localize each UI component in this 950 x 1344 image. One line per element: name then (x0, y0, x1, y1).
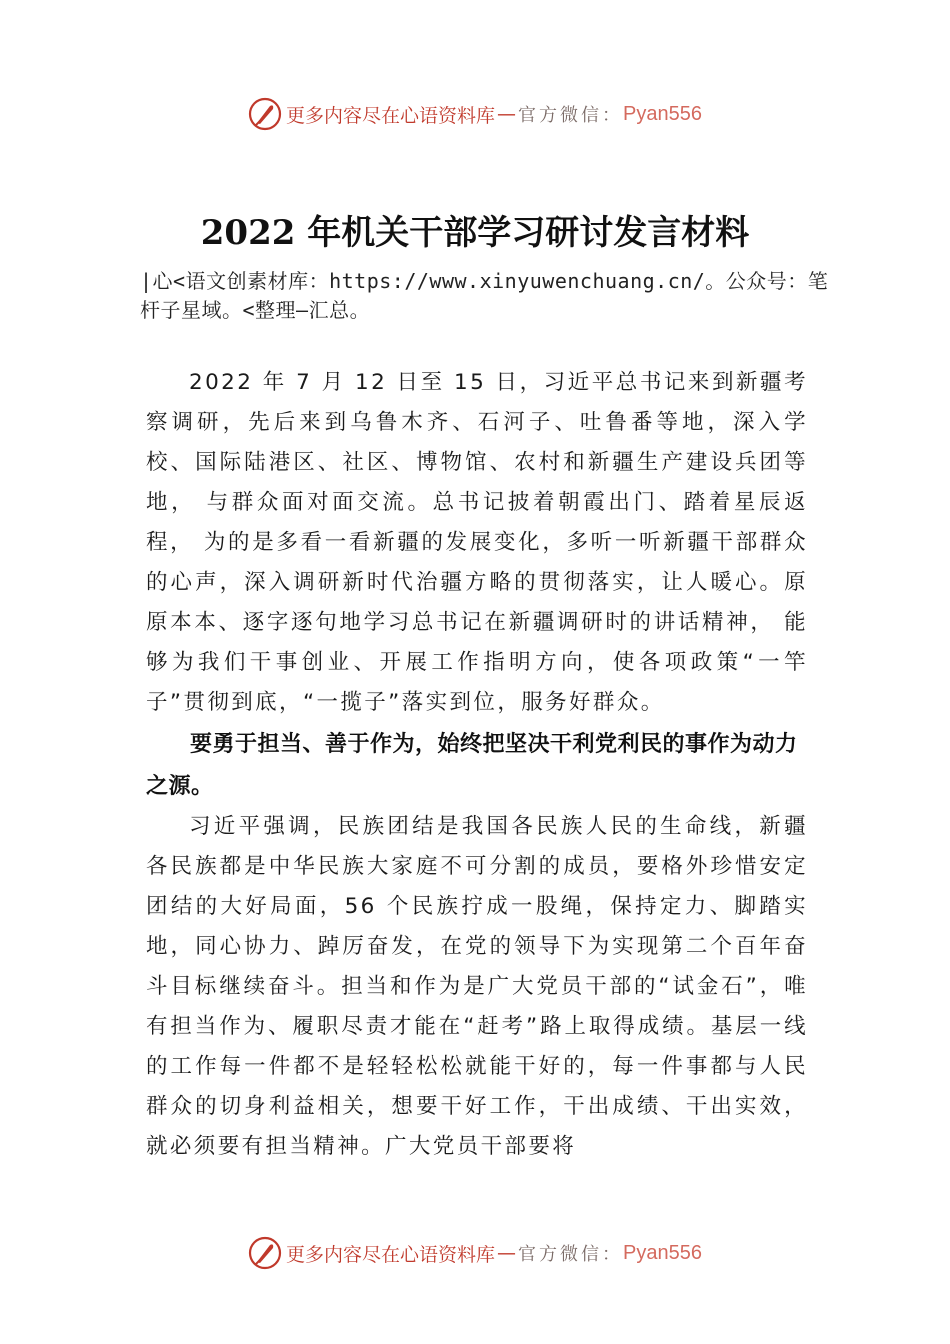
banner-main-text: 更多内容尽在心语资料库 (286, 1243, 496, 1266)
quill-pen-emblem-icon (248, 1236, 282, 1270)
header-banner (0, 94, 950, 134)
banner-separator: — (497, 103, 517, 125)
body-paragraph-1: 2022 年 7 月 12 日至 15 日，习近平总书记来到新疆考察调研，先后来到乌鲁木齐、石河子、吐鲁番等地，深入学校、国际陆港区、社区、博物馆、农村和新疆生产建设兵团等地， 与群众面对面交流。总书记披着朝霞出门、踏着星辰返程， 为的是多看一看新疆的发展变化，多听一听新疆干部群众的心声，深入调研新时代治疆方略的贯彻落实，让人暖心。原原本本、逐字逐句地学习总书记在新疆调研时的讲话精神， 能够为我们干事创业、开展工作指明方向，使各项政策“一竿子”贯彻到底，“一揽子”落实到位，服务好群众。 (146, 370, 808, 715)
quill-pen-emblem-icon (248, 97, 282, 131)
source-note: |心<语文创素材库：https://www.xinyuwenchuang.cn/。公众号：笔杆子星域。<整理—汇总。 (140, 269, 829, 322)
banner-separator: — (497, 1242, 517, 1264)
footer-banner (0, 1233, 950, 1273)
banner-wechat-id: Pyan556 (623, 102, 702, 125)
section-heading: 要勇于担当、善于作为，始终把坚决干利党利民的事作为动力之源。 (146, 732, 798, 799)
banner-main-text: 更多内容尽在心语资料库 (286, 104, 496, 127)
banner-wechat-id: Pyan556 (623, 1241, 702, 1264)
banner-wechat-label: 官方微信： (518, 1244, 624, 1265)
document-title: 2022 年机关干部学习研讨发言材料 (200, 213, 750, 253)
banner-wechat-label: 官方微信： (518, 105, 624, 126)
body-paragraph-2: 习近平强调，民族团结是我国各民族人民的生命线，新疆各民族都是中华民族大家庭不可分割的成员，要格外珍惜安定团结的大好局面，56 个民族拧成一股绳，保持定力、脚踏实地，同心协力、踔厉奋发，在党的领导下为实现第二个百年奋斗目标继续奋斗。担当和作为是广大党员干部的“试金石”，唯有担当作为、履职尽责才能在“赶考”路上取得成绩。基层一线的工作每一件都不是轻轻松松就能干好的，每一件事都与人民群众的切身利益相关，想要干好工作，干出成绩、干出实效，就必须要有担当精神。广大党员干部要将 (146, 814, 808, 1159)
